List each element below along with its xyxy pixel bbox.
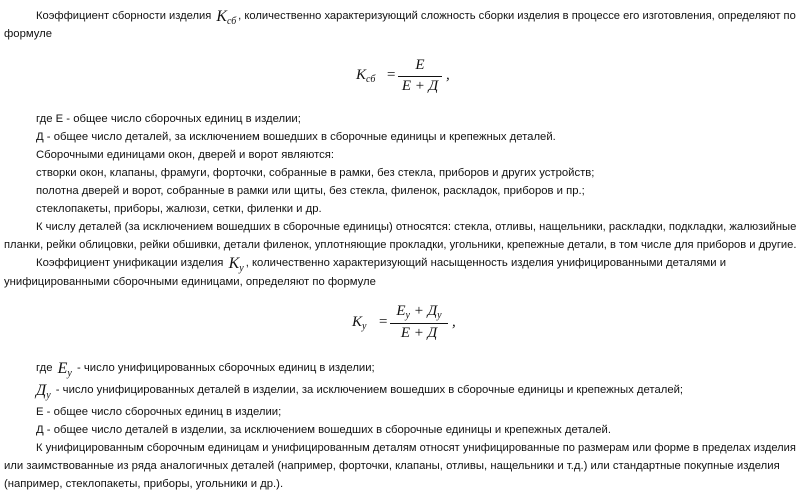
formula1-equals: = xyxy=(386,67,397,83)
list2-line1-text: - число унифицированных сборочных единиц в изделии; xyxy=(77,362,375,374)
list1-line5: полотна дверей и ворот, собранные в рамки или щиты, без стекла, филенок, раскладок, приборов и пр.; xyxy=(36,185,585,197)
list2-line1-prefix: где xyxy=(36,362,53,374)
list1-line6: стеклопакеты, приборы, жалюзи, сетки, филенки и др. xyxy=(36,203,322,215)
para1-text-b: , количественно характеризующий сложность сборки изделия в процессе его изготовления, определяют по xyxy=(238,10,796,22)
list2-line5: К унифицированным сборочным единицам и унифицированным деталям относят унифицированные по размерам или форме в пределах изделия xyxy=(36,442,796,454)
para1-line2: формуле xyxy=(4,28,53,40)
symbol-e-u: $E_у$ xyxy=(57,360,72,379)
formula1-lhs: $K_{сб}$ xyxy=(356,67,376,85)
formula-k-sb xyxy=(356,56,456,96)
para2-text-a: Коэффициент унификации изделия xyxy=(36,257,224,269)
list1-line8: планки, рейки облицовки, рейки обшивки, детали филенок, уплотняющие прокладки, угольники, крепежные детали, в том числе для приборов и другие. xyxy=(4,239,797,251)
list1-line3: Сборочными единицами окон, дверей и ворот являются: xyxy=(36,149,335,161)
formula2-equals: = xyxy=(378,314,389,330)
list1-line7: К числу деталей (за исключением вошедших в сборочные единицы) относятся: стекла, отливы, нащельники, раскладки, подкладки, жалюзийные xyxy=(36,221,797,233)
para2-line2: унифицированными сборочными единицами, определяют по формуле xyxy=(4,276,376,288)
symbol-k-sb: $K_{сб}$ xyxy=(216,8,237,27)
formula-k-u xyxy=(352,302,462,344)
list2-line1 xyxy=(36,360,375,382)
fraction-bar xyxy=(390,323,448,324)
list2-line6: или заимствованные из ряда аналогичных деталей (например, форточки, клапаны, отливы, нащельники и т.д.) или стандартные покупные изделия xyxy=(4,460,780,472)
formula1-fraction xyxy=(398,56,442,96)
symbol-d-u: $Д_у$ xyxy=(36,382,51,401)
formula1-numerator: E xyxy=(415,57,425,73)
formula2-numerator: $E_у + Д_у$ xyxy=(396,303,442,321)
para1-line1 xyxy=(36,8,796,30)
list2-line2-text: - число унифицированных деталей в изделии, за исключением вошедших в сборочные единицы и крепежных деталей; xyxy=(55,384,684,396)
list2-line3: Е - общее число сборочных единиц в изделии; xyxy=(36,406,282,418)
list2-line2 xyxy=(34,382,683,404)
list1-line2: Д - общее число деталей, за исключением вошедших в сборочные единицы и крепежных деталей. xyxy=(36,131,556,143)
formula2-fraction xyxy=(390,302,448,344)
symbol-k-u: $K_у$ xyxy=(228,255,244,274)
formula2-denominator: E + Д xyxy=(400,325,438,341)
list1-line1: где Е - общее число сборочных единиц в изделии; xyxy=(36,113,301,125)
formula1-comma: , xyxy=(446,67,450,83)
list2-line4: Д - общее число деталей в изделии, за исключением вошедших в сборочные единицы и крепежных деталей. xyxy=(36,424,612,436)
formula2-lhs: $K_у$ xyxy=(352,314,367,332)
formula2-comma: , xyxy=(452,314,456,330)
para1-text-a: Коэффициент сборности изделия xyxy=(36,10,212,22)
formula1-denominator: E + Д xyxy=(401,78,439,94)
fraction-bar xyxy=(398,76,442,77)
para2-text-b: , количественно характеризующий насыщенность изделия унифицированными деталями и xyxy=(245,257,727,269)
list1-line4: створки окон, клапаны, фрамуги, форточки, собранные в рамки, без стекла, приборов и других устройств; xyxy=(36,167,595,179)
list2-line7: (например, стеклопакеты, приборы, угольники и др.). xyxy=(4,478,284,490)
